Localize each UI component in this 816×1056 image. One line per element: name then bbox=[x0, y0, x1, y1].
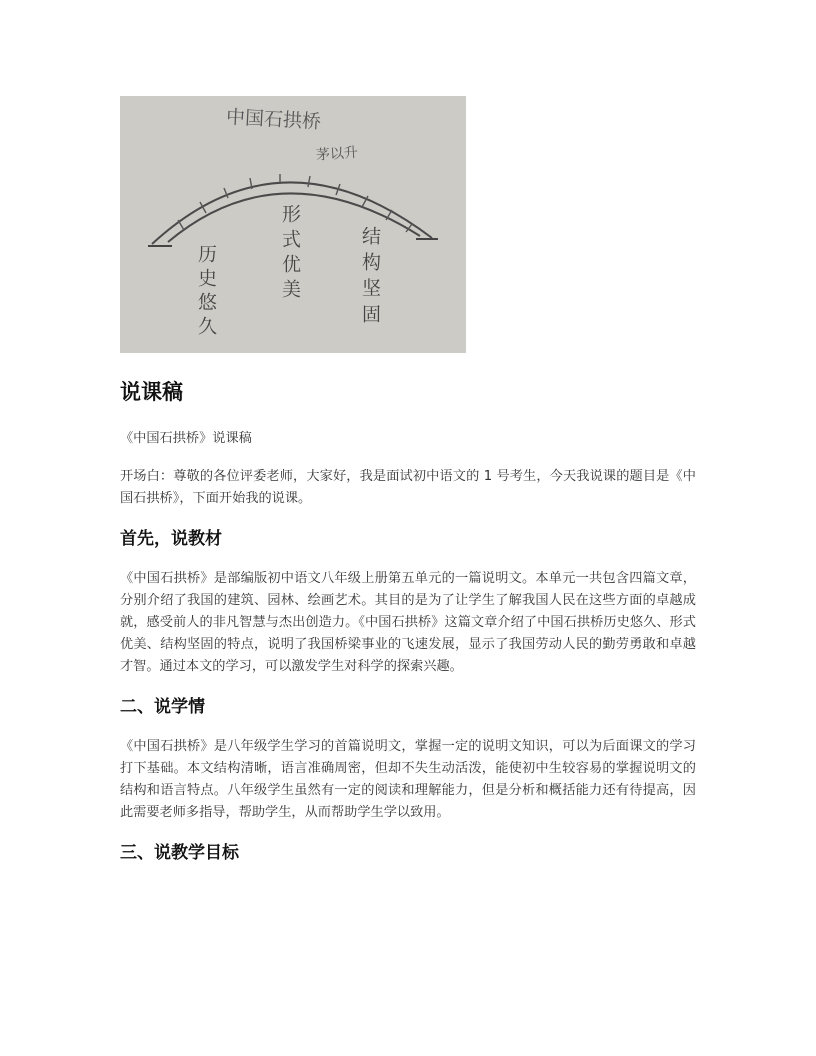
section-body-learners: 《中国石拱桥》是八年级学生学习的首篇说明文，掌握一定的说明文知识，可以为后面课文的学习打下基础。本文结构清晰，语言准确周密，但却不失生动活泼，能使初中生较容易的掌握说明文的结构和语言特点。八年级学生虽然有一定的阅读和理解能力，但是分析和概括能力还有待提高，因此需要老师多指导，帮助学生，从而帮助学生学以致用。 bbox=[120, 739, 696, 820]
sketch-title: 中国石拱桥 bbox=[225, 106, 322, 134]
opening-paragraph: 开场白：尊敬的各位评委老师，大家好，我是面试初中语文的 1 号考生，今天我说课的题目是《中国石拱桥》，下面开始我的说课。 bbox=[120, 469, 696, 506]
label-middle: 形式优美 bbox=[279, 204, 301, 304]
section-heading-learners: 二、说学情 bbox=[120, 697, 205, 717]
doc-title: 说课稿 bbox=[120, 380, 183, 404]
section-body-textbook: 《中国石拱桥》是部编版初中语文八年级上册第五单元的一篇说明文。本单元一共包含四篇文章，分别介绍了我国的建筑、园林、绘画艺术。其目的是为了让学生了解我国人民在这些方面的卓越成就，感受前人的非凡智慧与杰出创造力。《中国石拱桥》这篇文章介绍了中国石拱桥历史悠久、形式优美、结构坚固的特点，说明了我国桥梁事业的飞速发展，显示了我国劳动人民的勤劳勇敢和卓越才智。通过本文的学习，可以激发学生对科学的探索兴趣。 bbox=[120, 571, 696, 674]
doc-subtitle: 《中国石拱桥》说课稿 bbox=[120, 431, 252, 446]
label-right: 结构坚固 bbox=[359, 226, 381, 330]
bridge-drawing bbox=[120, 96, 466, 353]
label-left: 历史悠久 bbox=[195, 244, 217, 340]
bridge-sketch-image bbox=[120, 96, 466, 353]
document-body bbox=[120, 376, 696, 882]
sketch-author: 茅以升 bbox=[315, 144, 359, 164]
section-heading-textbook: 首先，说教材 bbox=[120, 529, 222, 549]
section-heading-objectives: 三、说教学目标 bbox=[120, 843, 239, 863]
